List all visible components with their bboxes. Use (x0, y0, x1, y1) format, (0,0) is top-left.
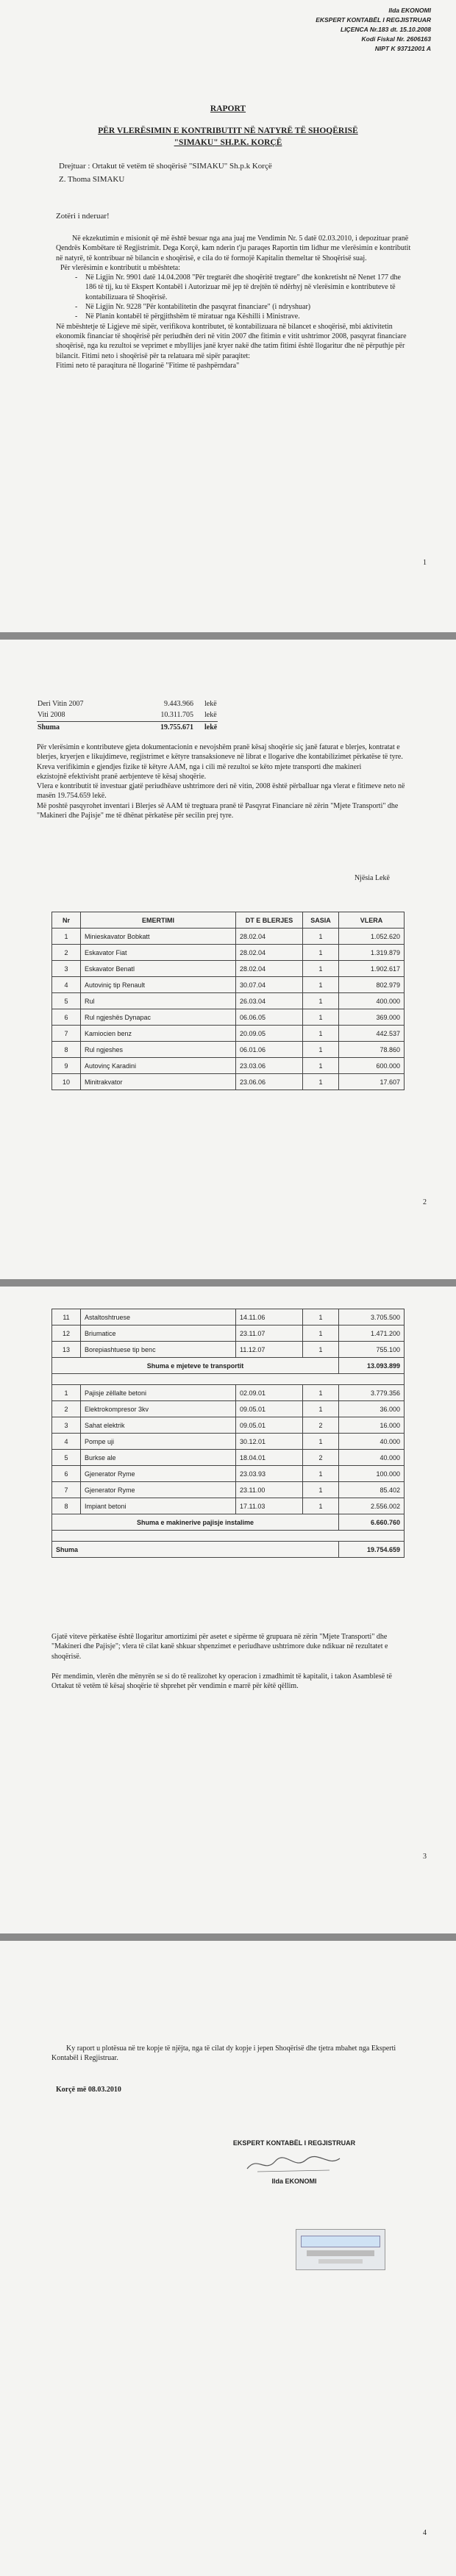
report-page-1 (0, 0, 456, 632)
list-item: - Në Ligjin Nr. 9901 datë 14.04.2008 "Për tregtarët dhe shoqëritë tregtare" dhe konkretisht në Nenet 177 dhe 186 të tij, ku të Ekspert Kontabël i Autorizuar më jep të drejtën të ndërhyj në vlerësimin e kontributeve të kontabilizuara të Shoqërisë. (85, 273, 413, 302)
subtotal-row: Shuma e mjeteve te transportit 13.093.899 (52, 1358, 405, 1374)
report-subtitle: PËR VLERËSIMIN E KONTRIBUTIT NË NATYRË TË SHOQËRISË (98, 126, 358, 135)
body-text (51, 1632, 409, 1691)
paragraph: Në mbështetje të Ligjeve më sipër, verifikova kontributet, të kontabilizuara në bilancet e shoqërisë, mbi aktivitetin ekonomik financiar të shoqërisë për periudhën deri në vitin 2007 dhe fitimin e vitit ushtrimor 2008, pasqyrat financiare shoqërisë, nga ku rezultoi se veprimet e mbyllijes janë kryer nakë dhe tatim fitimi është llogaritur dhe në përputhje për bilancit. Fitimi neto i shoqërisë për ta relatuara më sipër paraqitet: (56, 322, 407, 360)
paragraph: Fitimi neto të paraqitura në llogarinë "Fitime të pashpërndara" (56, 361, 240, 370)
report-page-4 (0, 1941, 456, 2576)
addressee-name: Z. Thoma SIMAKU (59, 175, 125, 184)
nipt-number: NIPT K 93712001 A (374, 45, 431, 52)
license-number: LIÇENCA Nr.183 dt. 15.10.2008 (341, 26, 431, 33)
subtotal-row: Shuma e makinerive pajisje instalime 6.660.760 (52, 1514, 405, 1531)
page-number: 2 (423, 1198, 427, 1206)
table-row: 8 Rul ngjeshes 06.01.06 1 78.860 (52, 1042, 405, 1058)
fiscal-code: Kodi Fiskal Nr. 2606163 (361, 35, 431, 43)
stamp-line (307, 2250, 374, 2256)
table-row: 3 Eskavator Benatl 28.02.04 1 1.902.617 (52, 961, 405, 977)
table-row: 1 Minieskavator Bobkatt 28.02.04 1 1.052.620 (52, 929, 405, 945)
unit-note: Njësia Lekë (354, 874, 390, 882)
page-number: 4 (423, 2529, 427, 2537)
table-row: 7 Gjenerator Ryme 23.11.00 1 85.402 (52, 1482, 405, 1498)
addressee: Drejtuar : Ortakut të vetëm të shoqërisë "SIMAKU" Sh.p.k Korçë (59, 162, 272, 171)
signature-title: EKSPERT KONTABËL I REGJISTRUAR (232, 2139, 356, 2147)
table-row: 2 Eskavator Fiat 28.02.04 1 1.319.879 (52, 945, 405, 961)
report-page-3 (0, 1287, 456, 1933)
page-number: 1 (423, 559, 427, 567)
letterhead (269, 6, 431, 54)
paragraph: Ky raport u plotësua në tre kopje të njëjta, nga të cilat dy kopje i jepen Shoqërisë dhe tjetra mbahet nga Eksperti Kontabël i Regjistruar. (51, 2044, 396, 2063)
table-row: 6 Rul ngjeshës Dynapac 06.06.05 1 369.000 (52, 1009, 405, 1026)
report-page-2 (0, 640, 456, 1279)
total-row: Shuma 19.754.659 (52, 1542, 405, 1558)
place-date: Korçë më 08.03.2010 (56, 2086, 121, 2094)
table-row: 5 Rul 26.03.04 1 400.000 (52, 993, 405, 1009)
paragraph: Gjatë viteve përkatëse është llogaritur amortizimi për asetet e sipërme të grupuara në zërin "Mjete Transporti" dhe "Makineri dhe Pajisje"; vlera të cilat kanë shkuar shpenzimet e periudhave ushtrimore duke ndikuar në rezultatet e shoqërisë. (51, 1633, 388, 1661)
body-text (37, 743, 409, 820)
signature-scribble (243, 2151, 346, 2176)
table-row: 4 Autoviniç tip Renault 30.07.04 1 802.979 (52, 977, 405, 993)
table-row: 10 Minitrakvator 23.06.06 1 17.607 (52, 1074, 405, 1090)
page-number: 3 (423, 1853, 427, 1861)
table-row: 3 Sahat elektrik 09.05.01 2 16.000 (52, 1417, 405, 1434)
table-row: 11 Astaltoshtruese 14.11.06 1 3.705.500 (52, 1309, 405, 1325)
table-row: 12 Briumatice 23.11.07 1 1.471.200 (52, 1325, 405, 1342)
profit-summary (37, 698, 218, 733)
salutation: Zotëri i nderuar! (56, 212, 110, 221)
table-spacer-row (52, 1374, 405, 1385)
paragraph: Në ekzekutimin e misionit që më është besuar nga ana juaj me Vendimin Nr. 5 datë 02.03.2010, i depozituar pranë Qendrës Kombëtare të Regjistrimit. Dega Korçë, kam nderin t'ju paraqes Raportin tim lidhur me vlerësimin e kontributit në natyrë, të kontribuar në bilancin e shoqërisë, e cila do të formojë Kapitalin themeltar të Shoqërisë suaj. (56, 235, 411, 262)
paragraph: Për mendimin, vlerën dhe mënyrën se si do të realizohet ky operacion i zmadhimit të kapitalit, i takon Asamblesë të Ortakut të vetëm të kësaj shoqërie të shprehet për vendimin e marrë për këtë qëllim. (51, 1672, 392, 1691)
profit-row: Viti 2008 10.311.705 lekë (38, 711, 217, 720)
expert-name: Ilda EKONOMI (388, 7, 431, 14)
table-row: 7 Kamiocien benz 20.09.05 1 442.537 (52, 1026, 405, 1042)
table-row: 13 Borepiashtuese tip benc 11.12.07 1 755.100 (52, 1342, 405, 1358)
report-title: RAPORT (210, 104, 246, 113)
expert-title: EKSPERT KONTABËL I REGJISTRUAR (316, 16, 431, 24)
table-row: 1 Pajisje zëllalte betoni 02.09.01 1 3.779.356 (52, 1385, 405, 1401)
table-row: 9 Autovinç Karadini 23.03.06 1 600.000 (52, 1058, 405, 1074)
asset-table-continued (51, 1309, 405, 1558)
table-spacer-row (52, 1531, 405, 1542)
table-row: 8 Impiant betoni 17.11.03 1 2.556.002 (52, 1498, 405, 1514)
official-stamp (296, 2229, 385, 2270)
table-header-row: Nr EMERTIMI DT E BLERJES SASIA VLERA (52, 912, 405, 929)
paragraph: Për vlerësimin e kontributit u mbështeta: (60, 263, 181, 272)
paragraph: Vlera e kontributit të investuar gjatë periudhëave ushtrimore deri në vitin, 2008 është përballuar nga vlerat e fitimeve neto në masën 19.754.659 lekë. (37, 782, 405, 801)
body-text (56, 234, 413, 371)
report-subtitle-company: "SIMAKU" SH.P.K. KORÇË (174, 138, 282, 147)
stamp-band (301, 2236, 380, 2247)
signature-name: Ilda EKONOMI (271, 2178, 317, 2185)
stamp-line (318, 2259, 363, 2264)
profit-total-row: Shuma 19.755.671 lekë (37, 721, 218, 733)
table-row: 5 Burkse ale 18.04.01 2 40.000 (52, 1450, 405, 1466)
paragraph: Më poshtë pasqyrohet inventari i Blerjes së AAM të tregtuara pranë të Pasqyrat Financiare në zërin "Mjete Transporti" dhe "Makineri dhe Pajisje" me të dhënat përkatëse për secilin prej tyre. (37, 801, 399, 820)
list-item: - Në Planin kontabël të përgjithshëm të miratuar nga Këshilli i Ministrave. (85, 312, 413, 321)
paragraph: ekzistojnë efektivisht pranë aerbjenteve të kësaj shoqërie. (37, 772, 207, 781)
list-item: - Në Ligjin Nr. 9228 "Për kontabilitetin dhe pasqyrat financiare" (i ndryshuar) (85, 302, 413, 312)
table-row: 6 Gjenerator Ryme 23.03.93 1 100.000 (52, 1466, 405, 1482)
profit-row: Deri Vitin 2007 9.443.966 lekë (38, 700, 217, 708)
table-row: 2 Elektrokompresor 3kv 09.05.01 1 36.000 (52, 1401, 405, 1417)
table-row: 4 Pompe uji 30.12.01 1 40.000 (52, 1434, 405, 1450)
paragraph: Për vlerësimin e kontributeve gjeta dokumentacionin e nevojshëm pranë kësaj shoqërie siç janë faturat e blerjes, kontratat e blerjes, kryerjen e likujdimeve, regjistrimet e këtyre transaksioneve në librat e llogarive dhe kontabilizimet përkatëse të tyre. Kreva verifikimin e gjendjes fizike të këtyre AAM, nga i cili më rezultoi se këto mjete transporti dhe makineri (37, 743, 403, 771)
asset-table (51, 912, 405, 1090)
